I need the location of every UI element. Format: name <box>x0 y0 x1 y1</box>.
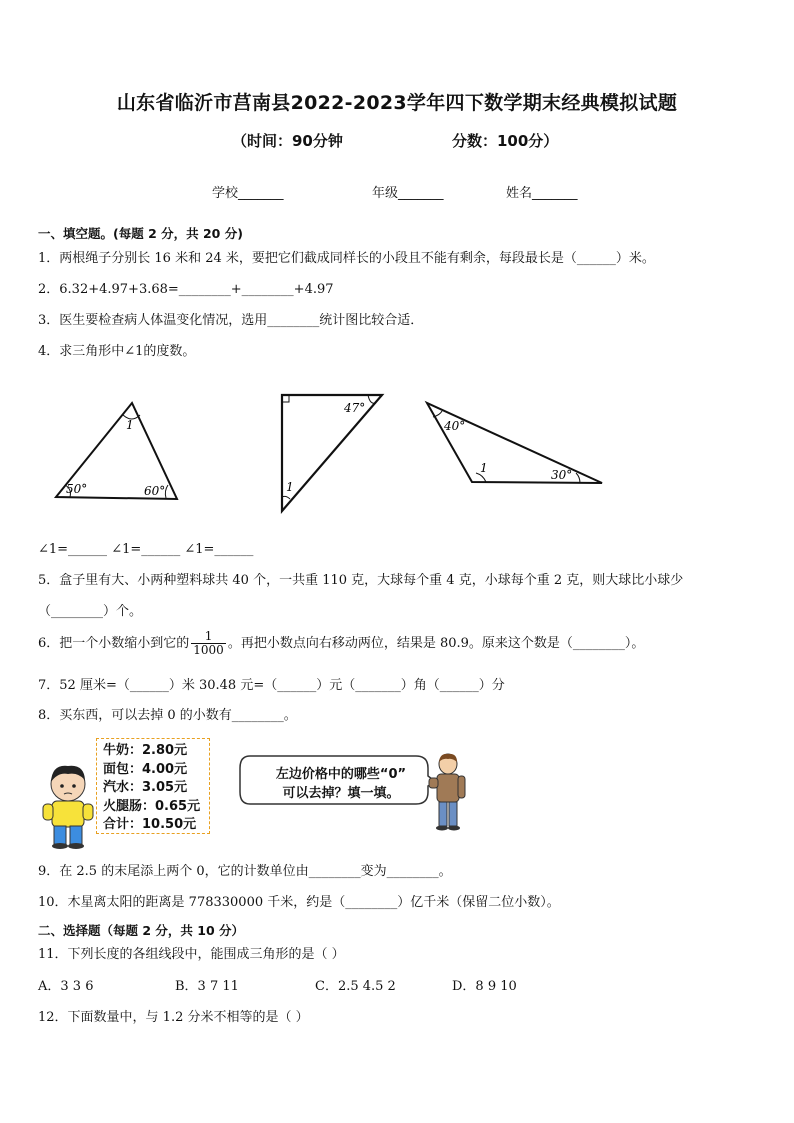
section-heading-fill-blank: 一、填空题。(每题 2 分，共 20 分) <box>38 226 243 241</box>
question-6-pre: 6．把一个小数缩小到它的 <box>38 636 190 651</box>
question-11-option-a: A．3 3 6 <box>38 979 94 994</box>
question-11: 11．下列长度的各组线段中，能围成三角形的是（ ） <box>38 947 345 962</box>
question-6-post: 。再把小数点向右移动两位，结果是 80.9。原来这个数是（________）。 <box>227 636 645 651</box>
price-total: 合计：10.50元 <box>103 817 197 832</box>
question-1: 1．两根绳子分别长 16 米和 24 米，要把它们截成同样长的小段且不能有剩余，每段最长是（______）米。 <box>38 251 655 266</box>
grade-field: 年级_______ <box>372 186 444 201</box>
question-5-line1: 5．盒子里有大、小两种塑料球共 40 个，一共重 110 克，大球每个重 4 克，小球每个重 2 克，则大球比小球少 <box>38 573 684 588</box>
tri1-angle-top: 1 <box>126 418 134 432</box>
question-11-option-d: D．8 9 10 <box>452 979 517 994</box>
tri3-angle-right: 30° <box>551 468 573 482</box>
school-field: 学校_______ <box>212 186 284 201</box>
fraction <box>191 630 226 657</box>
question-8: 8．买东西，可以去掉 0 的小数有________。 <box>38 708 297 723</box>
speech-bubble-line1: 左边价格中的哪些“0” <box>275 767 407 782</box>
question-4: 4．求三角形中∠1的度数。 <box>38 344 196 359</box>
speech-bubble-line2: 可以去掉？填一填。 <box>282 786 400 801</box>
triangle-1 <box>56 403 177 499</box>
question-11-option-b: B．3 7 11 <box>175 979 239 994</box>
price-list-box <box>96 738 210 834</box>
tri2-angle-top: 47° <box>344 401 366 415</box>
speech-bubble-text <box>246 765 436 803</box>
triangle-2 <box>282 395 382 511</box>
name-field: 姓名_______ <box>506 186 578 201</box>
question-11-option-c: C．2.5 4.5 2 <box>315 979 396 994</box>
boy-illustration-icon <box>38 762 98 850</box>
teacher-illustration-icon <box>426 752 470 832</box>
time-limit: （时间：90分钟 <box>232 132 343 150</box>
question-6 <box>38 630 644 657</box>
tri3-angle-mid: 1 <box>480 461 488 475</box>
angles-answer: ∠1=______ ∠1=______ ∠1=______ <box>38 542 254 557</box>
triangles-figure <box>40 385 620 520</box>
tri2-angle-bottom: 1 <box>286 480 294 494</box>
question-9: 9．在 2.5 的末尾添上两个 0，它的计数单位由________变为________。 <box>38 864 452 879</box>
fraction-numerator: 1 <box>191 630 226 644</box>
question-5-line2: （________）个。 <box>38 604 143 619</box>
question-3: 3．医生要检查病人体温变化情况，选用________统计图比较合适． <box>38 313 424 328</box>
tri3-angle-left: 40° <box>444 419 466 433</box>
question-12: 12．下面数量中，与 1.2 分米不相等的是（ ） <box>38 1010 309 1025</box>
page-title: 山东省临沂市莒南县2022-2023学年四下数学期末经典模拟试题 <box>116 92 678 114</box>
question-7: 7．52 厘米=（______）米 30.48 元=（______）元（_______）角（______）分 <box>38 678 505 693</box>
section-heading-multiple-choice: 二、选择题（每题 2 分，共 10 分） <box>38 923 245 938</box>
question-2: 2．6.32+4.97+3.68=________+________+4.97 <box>38 282 334 297</box>
question-10: 10．木星离太阳的距离是 778330000 千米，约是（________）亿千米（保留二位小数）。 <box>38 895 560 910</box>
price-item-milk: 牛奶：2.80元 <box>103 743 188 758</box>
total-score: 分数：100分） <box>452 132 559 150</box>
triangle-3 <box>427 403 602 483</box>
tri1-angle-left: 50° <box>66 482 88 496</box>
price-item-soda: 汽水：3.05元 <box>103 780 188 795</box>
price-item-bread: 面包：4.00元 <box>103 761 188 777</box>
price-item-sausage: 火腿肠：0.65元 <box>103 798 201 814</box>
fraction-denominator: 1000 <box>193 643 224 657</box>
tri1-angle-right: 60° <box>144 484 166 498</box>
